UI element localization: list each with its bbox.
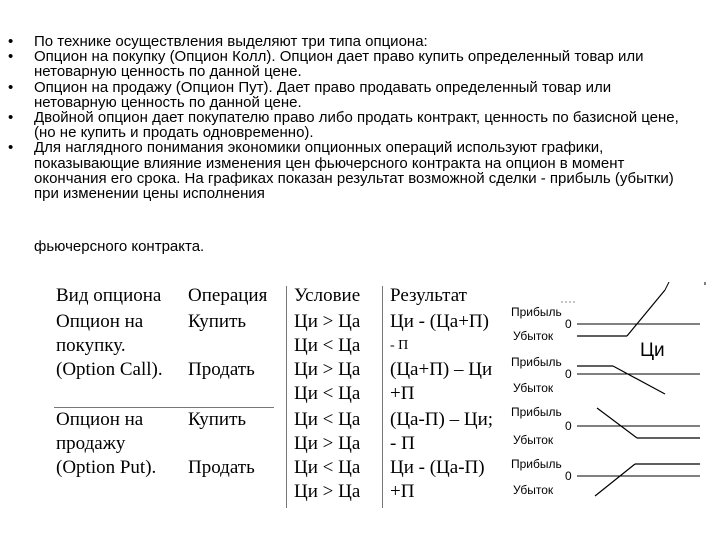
- cell-type: продажу: [56, 433, 126, 454]
- payoff-line: [627, 290, 665, 336]
- profit-label: Прибыль: [511, 457, 562, 471]
- price-axis-label: Ци: [640, 340, 665, 361]
- graph-call-sell: [511, 355, 700, 395]
- table-divider: [286, 286, 287, 508]
- graph-put-buy: [511, 405, 700, 447]
- cell-operation: Купить: [188, 311, 247, 332]
- cell-operation: Продать: [188, 359, 255, 380]
- payoff-graphs: [505, 282, 715, 502]
- bullet-text: Двойной опцион дает покупателю право либо продать контракт, ценность по базисной цене, (но не купить и продать одновременно).: [34, 109, 679, 142]
- bullet-item: • Опцион на покупку (Опцион Колл). Опцион дает право купить определенный товар или нетоварную ценность по данной цене.: [8, 48, 644, 81]
- cell-result: +П: [390, 481, 415, 502]
- bullet-text: Опцион на продажу (Опцион Пут). Дает право продавать определенный товар или нетоварную ценность по данной цене.: [34, 78, 612, 111]
- loss-label: Убыток: [513, 381, 554, 395]
- header-type: Вид опциона: [56, 285, 162, 306]
- cell-condition: Ци > Ца: [294, 433, 361, 454]
- cell-result: (Ца+П) – Ци: [390, 359, 493, 380]
- cell-condition: Ци > Ца: [294, 359, 361, 380]
- cell-result: (Ца-П) – Ци;: [390, 409, 494, 430]
- zero-label: 0: [565, 419, 572, 433]
- cell-condition: Ци > Ца: [294, 311, 361, 332]
- header-operation: Операция: [188, 285, 268, 306]
- bullet-item: • Двойной опцион дает покупателю право либо продать контракт, ценность по базисной цене, (но не купить и продать одновременно).: [8, 109, 679, 142]
- loss-label: Убыток: [513, 329, 554, 343]
- cell-result: - П: [390, 338, 409, 353]
- loss-label: Убыток: [513, 483, 554, 497]
- cell-condition: Ци < Ца: [294, 335, 361, 356]
- cell-condition: Ци > Ца: [294, 481, 361, 502]
- cell-condition: Ци < Ца: [294, 409, 361, 430]
- profit-label: Прибыль: [511, 355, 562, 369]
- loss-label: Убыток: [513, 433, 554, 447]
- graph-put-sell: [511, 457, 700, 497]
- cell-type: (Option Call).: [56, 359, 163, 380]
- profit-label: Прибыль: [511, 405, 562, 419]
- cell-condition: Ци < Ца: [294, 383, 361, 404]
- zero-label: 0: [565, 469, 572, 483]
- bullet-text: Для наглядного понимания экономики опционных операций используют графики, показывающие влияние изменения цен фьючерсного контракта на опцион в момент окончания его срока. На графиках показан результат возможной сделки - прибыль (убытки) при изменении цены исполнения: [34, 139, 674, 203]
- table-divider: [382, 286, 383, 508]
- bullet-text: По технике осуществления выделяют три типа опциона:: [34, 33, 428, 50]
- cell-operation: Купить: [188, 409, 247, 430]
- bullet-tail: фьючерсного контракта.: [34, 238, 205, 255]
- bullet-item: • Опцион на продажу (Опцион Пут). Дает право продавать определенный товар или нетоварную ценность по данной цене.: [8, 78, 612, 111]
- payoff-line: [595, 464, 635, 496]
- bullet-list: [8, 34, 698, 201]
- payoff-line: [665, 282, 669, 290]
- cell-result: - П: [390, 433, 415, 454]
- cell-result: +П: [390, 383, 415, 404]
- cell-type: покупку.: [56, 335, 126, 356]
- cell-condition: Ци < Ца: [294, 457, 361, 478]
- cell-result: Ци - (Ца-П): [390, 457, 485, 478]
- zero-label: 0: [565, 317, 572, 331]
- table-divider: [54, 407, 274, 408]
- payoff-line: [613, 366, 665, 394]
- header-result: Результат: [390, 285, 467, 306]
- cell-operation: Продать: [188, 457, 255, 478]
- bullet-item: • По технике осуществления выделяют три типа опциона:: [8, 33, 428, 50]
- cell-type: (Option Put).: [56, 457, 157, 478]
- bullet-text: Опцион на покупку (Опцион Колл). Опцион дает право купить определенный товар или нетоварную ценность по данной цене.: [34, 48, 644, 81]
- cell-type: Опцион на: [56, 311, 144, 332]
- cell-type: Опцион на: [56, 409, 144, 430]
- payoff-line: [597, 408, 637, 438]
- graph-call-buy: [511, 282, 705, 343]
- cell-result: Ци - (Ца+П): [390, 311, 489, 332]
- profit-label: Прибыль: [511, 305, 562, 319]
- bullet-item: • Для наглядного понимания экономики опционных операций используют графики, показывающие влияние изменения цен фьючерсного контракта на опцион в момент окончания его срока. На графиках показан результат возможной сделки - прибыль (убытки) при изменении цены исполнения: [8, 139, 674, 203]
- zero-label: 0: [565, 367, 572, 381]
- header-condition: Условие: [294, 285, 361, 306]
